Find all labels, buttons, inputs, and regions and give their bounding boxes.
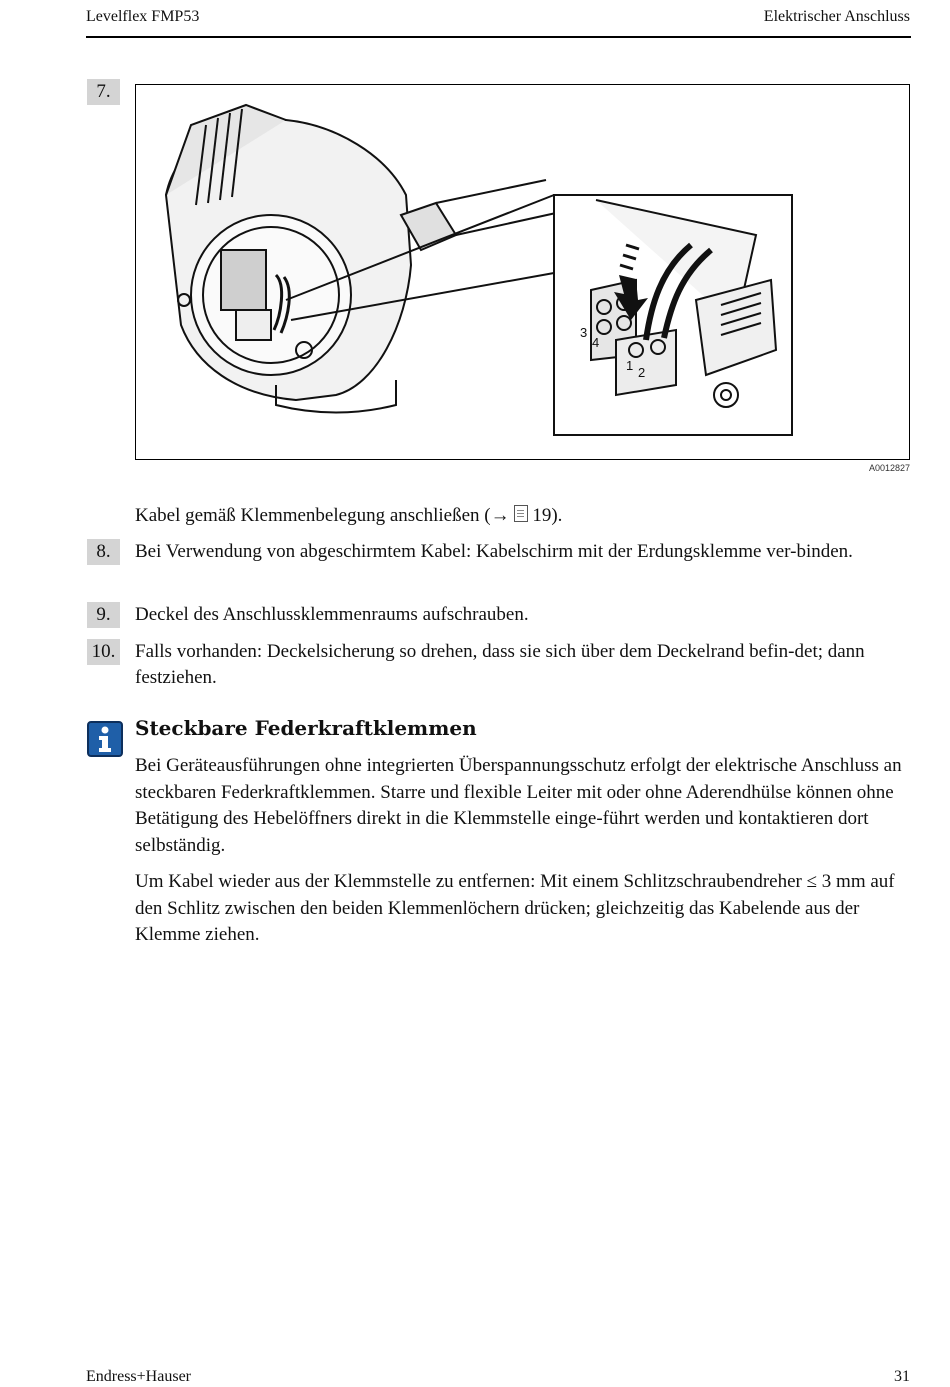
step-10-text: Falls vorhanden: Deckelsicherung so drehen, dass sie sich über dem Deckelrand befin-det; dann festziehen. (135, 641, 865, 688)
document-icon (514, 505, 528, 522)
terminal-label-4: 4 (592, 335, 600, 350)
step-number-10: 10. (87, 639, 120, 665)
step-number-7: 7. (87, 79, 120, 105)
header-rule (86, 36, 911, 38)
terminal-zoom-inset (554, 195, 792, 435)
note-title: Steckbare Federkraftklemmen (135, 716, 477, 740)
step-number-8: 8. (87, 539, 120, 565)
header-document-title: Levelflex FMP53 (86, 8, 200, 25)
step-7-page-ref: 19 (532, 505, 552, 526)
figure-code: A0012827 (868, 463, 910, 473)
step-8-text: Bei Verwendung von abgeschirmtem Kabel: Kabelschirm mit der Erdungsklemme ver-binden. (135, 541, 853, 562)
note-paragraph-2: Um Kabel wieder aus der Klemmstelle zu entfernen: Mit einem Schlitzschraubendreher ≤ 3 mm auf den Schlitz zwischen den beiden Klemmenlöchern drücken; gleichzeitig das Kabelende aus der Klemme ziehen. (135, 871, 895, 945)
step-7-text-after: ). (551, 505, 563, 526)
step-7-text (135, 503, 910, 529)
terminal-compartment-illustration (136, 85, 909, 458)
terminal-label-2: 2 (638, 365, 646, 380)
step-7-text-before: Kabel gemäß Klemmenbelegung anschließen (→ (135, 505, 515, 526)
footer-company: Endress+Hauser (86, 1368, 191, 1385)
note-paragraph-1: Bei Geräteausführungen ohne integrierten Überspannungsschutz erfolgt der elektrische Anschluss an steckbaren Federkraftklemmen. Starre und flexible Leiter mit oder ohne Aderendhülse können ohne Betätigung des Hebelöffners direkt in die Klemmstelle einge-führt werden und kontaktieren dort selbständig. (135, 755, 902, 856)
wiring-figure (135, 84, 910, 460)
header-section-title: Elektrischer Anschluss (763, 8, 910, 25)
step-9-text: Deckel des Anschlussklemmenraums aufschrauben. (135, 604, 529, 625)
footer-page-number: 31 (894, 1368, 910, 1385)
terminal-label-3: 3 (580, 325, 588, 340)
info-icon (87, 721, 123, 757)
step-number-9: 9. (87, 602, 120, 628)
terminal-label-1: 1 (626, 358, 634, 373)
